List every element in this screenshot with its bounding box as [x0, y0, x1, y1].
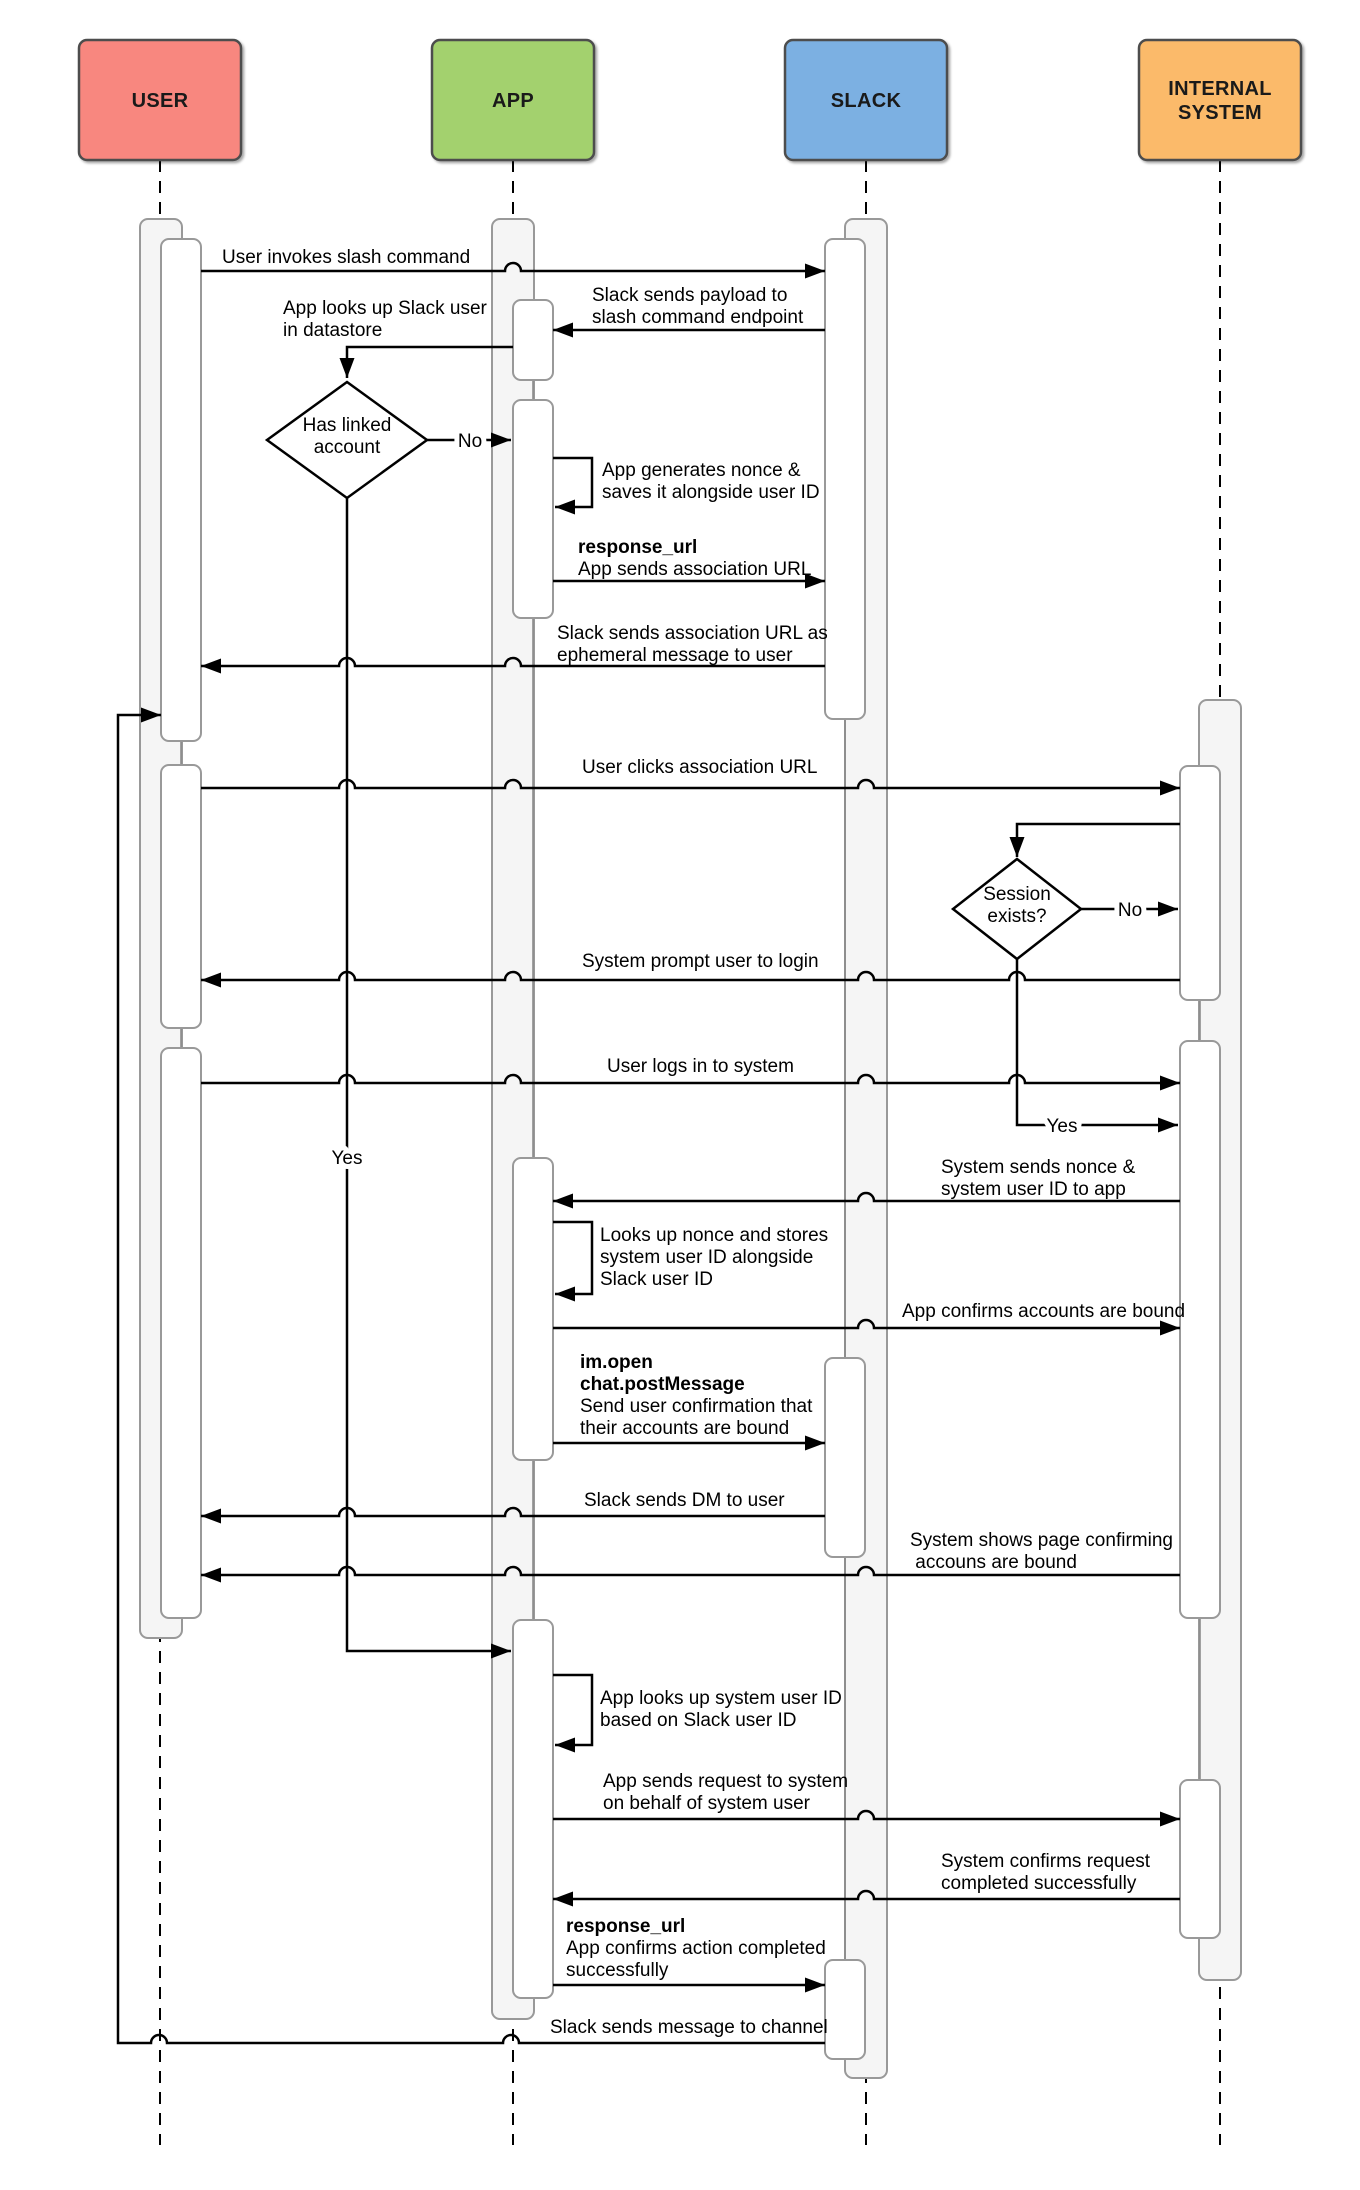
activation-app-4 — [513, 1620, 553, 1998]
label-loop-generate-nonce: App generates nonce & saves it alongside user ID — [602, 460, 820, 503]
arrowhead-loop-lookup-system-user — [555, 1738, 575, 1753]
arrowhead-loop-lookup-nonce — [555, 1287, 575, 1302]
label-im-open-chat-postmessage: im.open chat.postMessage Send user confirmation that their accounts are bound — [580, 1352, 813, 1439]
arrowhead-system-confirms-request — [553, 1892, 573, 1907]
activation-app-3 — [513, 1158, 553, 1460]
label-app-to-has-linked: App looks up Slack user in datastore — [283, 298, 487, 341]
activation-app-1 — [513, 300, 553, 380]
actor-box-internal-system — [1139, 40, 1301, 160]
activation-slack-3 — [825, 1960, 865, 2059]
activation-user-2 — [161, 765, 201, 1028]
label-app-sends-request: App sends request to system on behalf of system user — [603, 1771, 849, 1814]
activation-slack-2 — [825, 1358, 865, 1557]
activation-user-3 — [161, 1048, 201, 1618]
arrowhead-slack-sends-association-url — [201, 659, 221, 674]
arrowhead-user-invokes-slash-command — [805, 264, 825, 279]
branch-label-yes-branch-2: Yes — [1046, 1116, 1078, 1137]
branch-label-no-branch-1: No — [457, 431, 483, 452]
label-slack-sends-payload: Slack sends payload to slash command endpoint — [592, 285, 804, 328]
activation-slack-1 — [825, 239, 865, 719]
activation-app-2 — [513, 400, 553, 618]
label-slack-message-to-channel: Slack sends message to channel — [550, 2017, 828, 2038]
label-slack-sends-association-url: Slack sends association URL as ephemeral message to user — [557, 623, 828, 666]
label-user-logs-in: User logs in to system — [607, 1056, 794, 1077]
flow-loop-lookup-nonce — [553, 1222, 592, 1294]
actor-label-slack: SLACK — [830, 90, 902, 112]
actor-label-user: USER — [131, 90, 189, 112]
activation-internal-1 — [1180, 766, 1220, 1000]
arrowhead-system-prompt-login — [201, 973, 221, 988]
label-app-sends-association-url: response_url App sends association URL — [578, 537, 812, 580]
activation-user-1 — [161, 239, 201, 741]
label-app-confirms-accounts-bound: App confirms accounts are bound — [902, 1301, 1186, 1322]
arrowhead-user-logs-in — [1160, 1076, 1180, 1091]
actor-label-app: APP — [491, 90, 535, 112]
flow-system-to-session-exists — [1017, 824, 1180, 857]
label-user-clicks-association-url: User clicks association URL — [582, 757, 818, 778]
arrowhead-slack-sends-payload — [553, 323, 573, 338]
label-slack-sends-dm: Slack sends DM to user — [584, 1490, 785, 1511]
label-system-shows-page: System shows page confirming accouns are bound — [910, 1530, 1173, 1573]
arrowhead-yes-branch-2 — [1158, 1118, 1178, 1133]
label-system-confirms-request: System confirms request completed successfully — [941, 1851, 1151, 1894]
flow-yes-branch-1 — [347, 498, 511, 1651]
flow-yes-branch-2 — [1017, 959, 1178, 1125]
decision-label-session-exists: Session exists? — [983, 884, 1051, 927]
arrowhead-system-to-session-exists — [1010, 837, 1025, 857]
label-system-sends-nonce: System sends nonce & system user ID to app — [941, 1157, 1136, 1200]
label-system-prompt-login: System prompt user to login — [582, 951, 819, 972]
label-loop-lookup-nonce: Looks up nonce and stores system user ID alongside Slack user ID — [600, 1225, 829, 1290]
arrowhead-user-clicks-association-url — [1160, 781, 1180, 796]
arrowhead-system-shows-page — [201, 1568, 221, 1583]
label-user-invokes-slash-command: User invokes slash command — [222, 247, 471, 268]
activation-internal-2 — [1180, 1041, 1220, 1618]
arrowhead-system-sends-nonce — [553, 1194, 573, 1209]
arrowhead-app-to-has-linked — [340, 358, 355, 378]
arrowhead-response-url-app-confirms-action — [805, 1978, 825, 1993]
arrowhead-im-open-chat-postmessage — [805, 1436, 825, 1451]
branch-label-yes-branch-1: Yes — [331, 1148, 363, 1169]
decision-label-has-linked-account: Has linked account — [302, 415, 392, 458]
actor-label-internal-system: INTERNAL SYSTEM — [1168, 78, 1272, 124]
flow-loop-lookup-system-user — [553, 1675, 592, 1745]
label-loop-lookup-system-user: App looks up system user ID based on Slack user ID — [600, 1688, 842, 1731]
arrowhead-loop-generate-nonce — [555, 500, 575, 515]
arrowhead-app-sends-request — [1160, 1812, 1180, 1827]
branch-label-no-branch-2: No — [1117, 900, 1143, 921]
activation-internal-3 — [1180, 1780, 1220, 1938]
arrowhead-slack-sends-dm — [201, 1509, 221, 1524]
arrowhead-app-confirms-accounts-bound — [1160, 1321, 1180, 1336]
flow-loop-generate-nonce — [553, 458, 592, 507]
arrowhead-no-branch-2 — [1158, 902, 1178, 917]
label-response-url-app-confirms-action: response_url App confirms action completed successfully — [566, 1916, 826, 1981]
flow-app-to-has-linked — [347, 347, 513, 378]
